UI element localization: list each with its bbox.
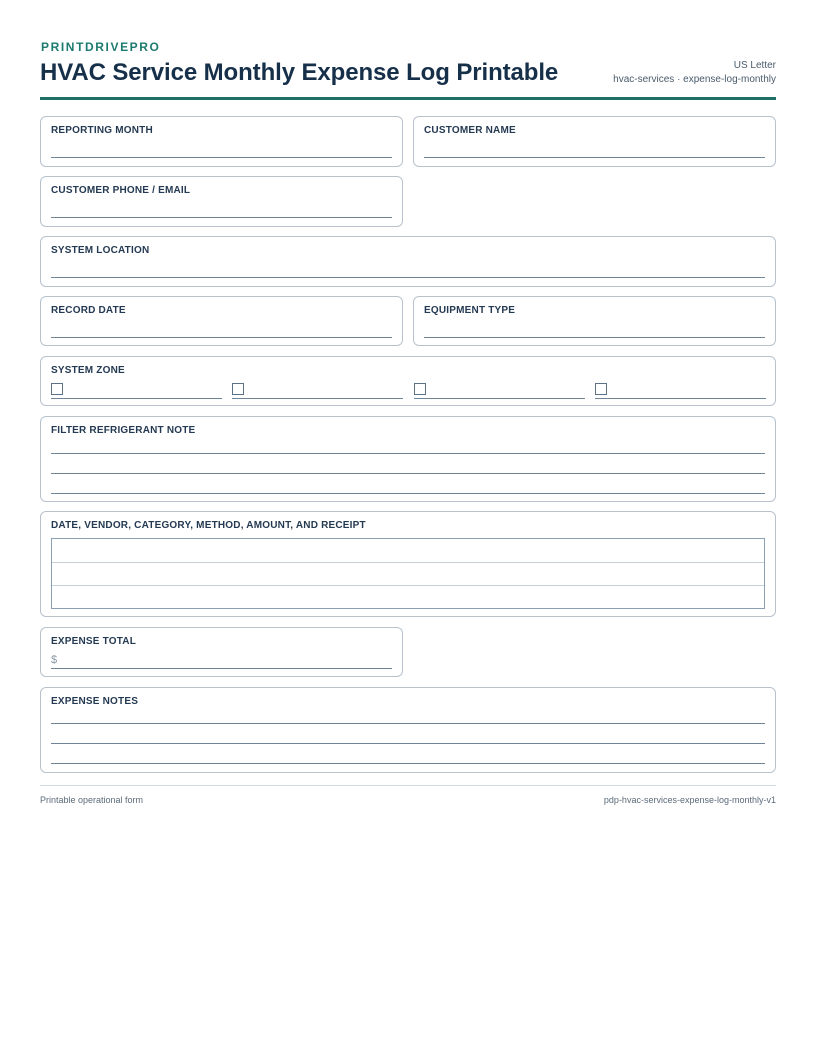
- reporting-month-line[interactable]: [51, 157, 392, 158]
- expense-notes-line-2[interactable]: [51, 743, 765, 744]
- customer-name-line[interactable]: [424, 157, 765, 158]
- form-meta: [613, 59, 776, 87]
- expense-total-field[interactable]: [40, 627, 403, 677]
- page-title: HVAC Service Monthly Expense Log Printable: [40, 59, 559, 86]
- record-date-line[interactable]: [51, 337, 392, 338]
- zone-option-1[interactable]: [51, 383, 222, 399]
- record-date-label: RECORD DATE: [51, 305, 126, 316]
- customer-contact-line[interactable]: [51, 217, 392, 218]
- form-footer: [40, 785, 776, 809]
- customer-name-field[interactable]: [413, 116, 776, 167]
- zone-line-2[interactable]: [232, 398, 403, 399]
- expense-total-label: EXPENSE TOTAL: [51, 636, 137, 647]
- footer-form-id: pdp-hvac-services-expense-log-monthly-v1: [603, 795, 776, 805]
- equipment-type-line[interactable]: [424, 337, 765, 338]
- reporting-month-field[interactable]: [40, 116, 403, 167]
- zone-line-1[interactable]: [51, 398, 222, 399]
- zone-checkbox-4[interactable]: [595, 383, 607, 395]
- form-slug: hvac-services · expense-log-monthly: [613, 74, 776, 85]
- zone-line-3[interactable]: [414, 398, 585, 399]
- system-location-field[interactable]: [40, 236, 776, 287]
- zone-option-3[interactable]: [414, 383, 585, 399]
- expense-table-grid[interactable]: [51, 538, 765, 609]
- system-zone-field: [40, 356, 776, 406]
- expense-row-divider-1: [52, 562, 764, 563]
- zone-option-4[interactable]: [595, 383, 766, 399]
- filter-note-line-1[interactable]: [51, 453, 765, 454]
- paper-size: US Letter: [733, 60, 776, 71]
- currency-symbol: $: [51, 654, 58, 666]
- zone-checkbox-2[interactable]: [232, 383, 244, 395]
- filter-note-line-2[interactable]: [51, 473, 765, 474]
- expense-table-field: [40, 511, 776, 617]
- reporting-month-label: REPORTING MONTH: [51, 125, 153, 136]
- customer-contact-field[interactable]: [40, 176, 403, 227]
- expense-row-divider-2: [52, 585, 764, 586]
- customer-name-label: CUSTOMER NAME: [424, 125, 516, 136]
- form-page: [40, 40, 776, 100]
- customer-contact-label: CUSTOMER PHONE / EMAIL: [51, 185, 191, 196]
- filter-note-line-3[interactable]: [51, 493, 765, 494]
- equipment-type-field[interactable]: [413, 296, 776, 346]
- filter-note-field[interactable]: [40, 416, 776, 502]
- system-zone-label: SYSTEM ZONE: [51, 365, 125, 376]
- expense-notes-field[interactable]: [40, 687, 776, 773]
- expense-notes-line-3[interactable]: [51, 763, 765, 764]
- zone-checkbox-3[interactable]: [414, 383, 426, 395]
- expense-notes-label: EXPENSE NOTES: [51, 696, 139, 707]
- brand-logo-text: PRINTDRIVEPRO: [41, 40, 161, 54]
- filter-note-label: FILTER REFRIGERANT NOTE: [51, 425, 196, 436]
- system-location-line[interactable]: [51, 277, 765, 278]
- footer-description: Printable operational form: [40, 795, 144, 805]
- zone-line-4[interactable]: [595, 398, 766, 399]
- form-header: [40, 40, 776, 100]
- equipment-type-label: EQUIPMENT TYPE: [424, 305, 516, 316]
- record-date-field[interactable]: [40, 296, 403, 346]
- expense-total-line[interactable]: [51, 668, 392, 669]
- zone-option-2[interactable]: [232, 383, 403, 399]
- system-location-label: SYSTEM LOCATION: [51, 245, 150, 256]
- expense-table-label: DATE, VENDOR, CATEGORY, METHOD, AMOUNT, AND RECEIPT: [51, 520, 366, 531]
- zone-checkbox-1[interactable]: [51, 383, 63, 395]
- expense-notes-line-1[interactable]: [51, 723, 765, 724]
